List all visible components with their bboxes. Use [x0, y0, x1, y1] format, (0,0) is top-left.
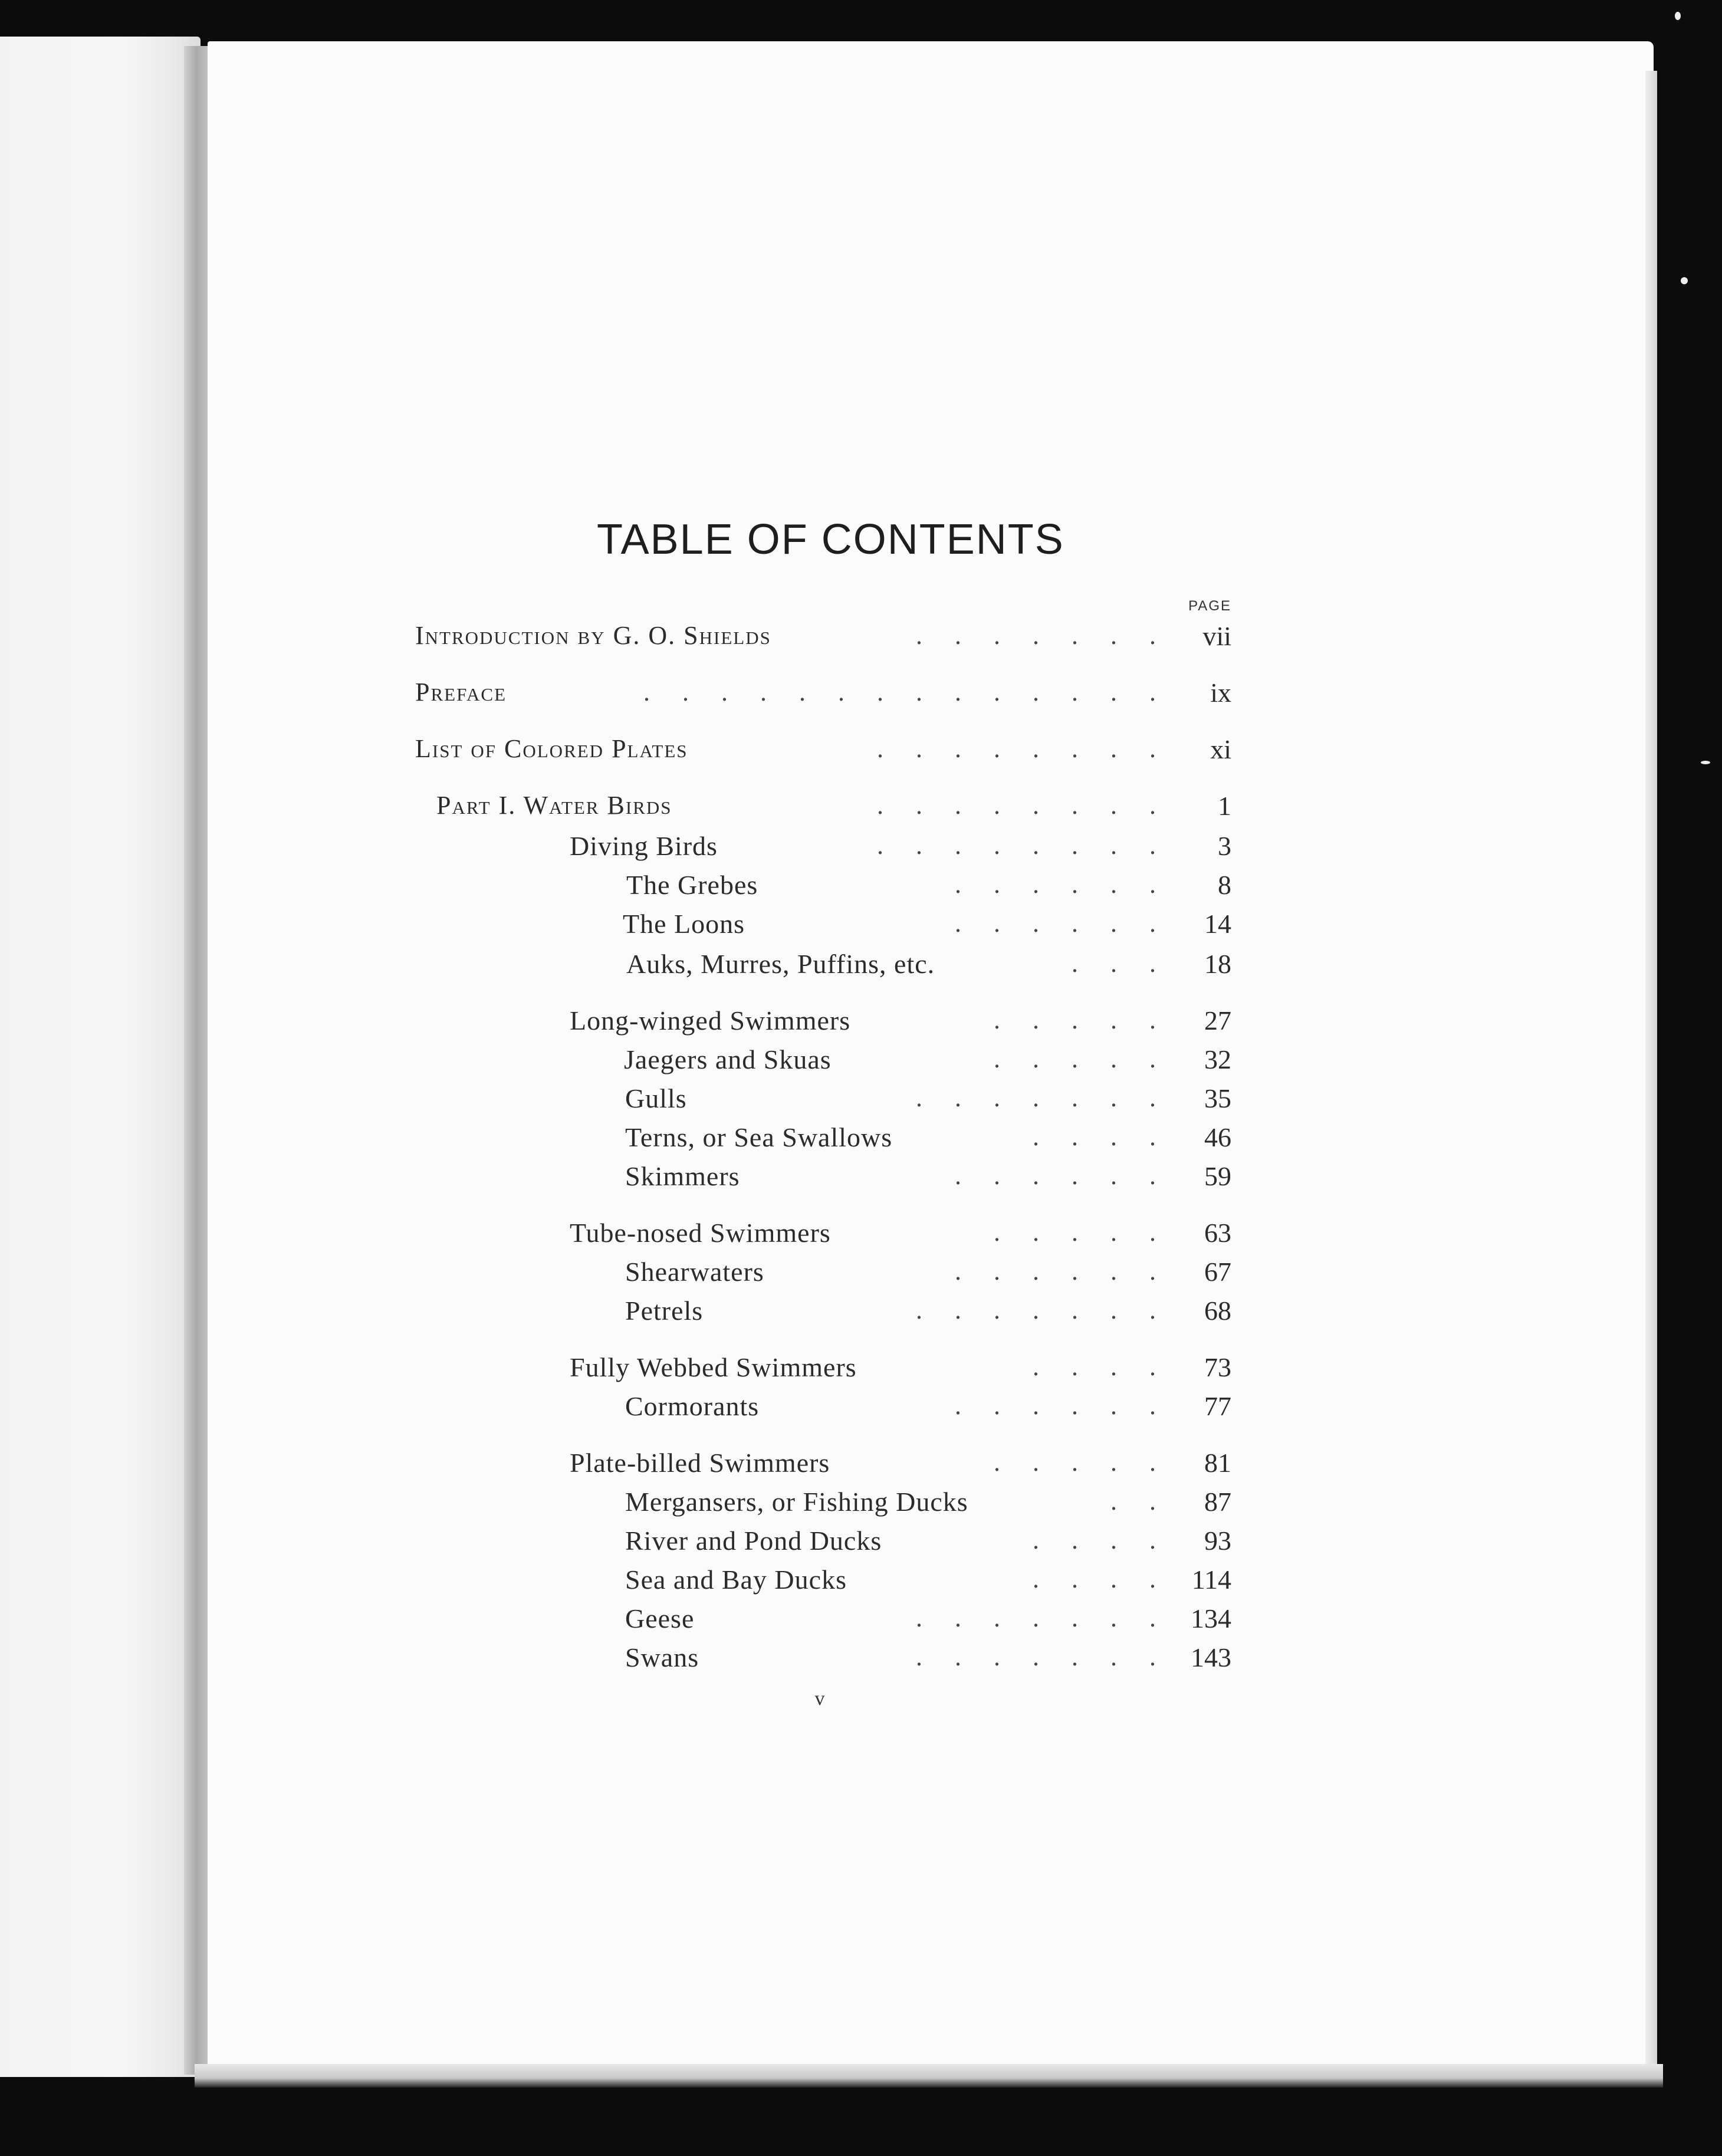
toc-entry-label: Swans [625, 1642, 699, 1672]
dot-leader: . . . . . . . [916, 1642, 1156, 1671]
toc-entry-label: Terns, or Sea Swallows [625, 1122, 893, 1152]
toc-entry-label: Skimmers [625, 1161, 740, 1191]
toc-entry [0, 1161, 1722, 1202]
toc-entry-page: 77 [1204, 1391, 1231, 1421]
toc-entry-page: 46 [1204, 1122, 1231, 1152]
toc-entry-page: xi [1210, 734, 1231, 764]
toc-entry-page: 67 [1204, 1257, 1231, 1287]
toc-entry-label: The Grebes [626, 870, 758, 900]
toc-entry [0, 1044, 1722, 1085]
toc-entry-page: 87 [1204, 1487, 1231, 1517]
toc-entry-page: 68 [1204, 1296, 1231, 1326]
dot-leader: . . . . . . [955, 1391, 1156, 1420]
toc-entry [0, 1525, 1722, 1566]
page-column-header: PAGE [1188, 598, 1231, 614]
toc-entry [0, 1447, 1722, 1488]
dot-leader: . . . . . . [955, 1161, 1156, 1190]
toc-entry [0, 1564, 1722, 1605]
toc-entry-page: 8 [1218, 870, 1231, 900]
dot-leader: . . [1110, 1487, 1156, 1516]
toc-entry [0, 620, 1722, 662]
page-folio: v [814, 1688, 825, 1710]
toc-entry-label: The Loons [623, 909, 745, 939]
dot-leader: . . . . . . . [916, 1296, 1156, 1325]
toc-entry-page: vii [1202, 621, 1231, 651]
toc-entry-page: 134 [1191, 1603, 1231, 1634]
toc-entry [0, 677, 1722, 718]
toc-entry-label: Sea and Bay Ducks [625, 1565, 847, 1595]
toc-entry [0, 1352, 1722, 1393]
dot-leader: . . . . . . . [916, 1083, 1156, 1112]
dot-leader: . . . . [1033, 1526, 1156, 1554]
toc-entry-page: 81 [1204, 1448, 1231, 1478]
toc-title: TABLE OF CONTENTS [597, 516, 1064, 563]
dot-leader: . . . . . . . . [877, 791, 1156, 820]
scan-speck [1675, 12, 1681, 20]
toc-entry-page: 32 [1204, 1044, 1231, 1074]
dot-leader: . . . . . . . . . . . . . . [643, 678, 1156, 706]
toc-entry [0, 1295, 1722, 1336]
dot-leader: . . . . [1033, 1565, 1156, 1593]
dot-leader: . . . . . [994, 1218, 1156, 1247]
toc-entry-page: ix [1210, 678, 1231, 708]
toc-entry [0, 869, 1722, 911]
page-bottom-edge [195, 2064, 1663, 2088]
toc-entry [0, 1083, 1722, 1124]
toc-entry [0, 1122, 1722, 1163]
toc-entry-label: Geese [625, 1603, 695, 1634]
toc-entry [0, 1005, 1722, 1046]
toc-entry [0, 1217, 1722, 1258]
dot-leader: . . . . . . [955, 1257, 1156, 1286]
dot-leader: . . . [1072, 949, 1156, 978]
toc-entry-label: Tube-nosed Swimmers [570, 1218, 831, 1248]
toc-entry [0, 908, 1722, 949]
toc-entry-page: 63 [1204, 1218, 1231, 1248]
scan-speck [1681, 277, 1688, 284]
toc-entry-label: Long-winged Swimmers [570, 1005, 851, 1036]
toc-entry [0, 948, 1722, 990]
dot-leader: . . . . [1033, 1122, 1156, 1151]
toc-entry-page: 143 [1191, 1642, 1231, 1672]
toc-entry-label: Introduction by G. O. Shields [415, 621, 771, 650]
toc-entry-label: Part I. Water Birds [436, 791, 672, 820]
dot-leader: . . . . . . . . [877, 831, 1156, 860]
dot-leader: . . . . . . [955, 870, 1156, 899]
toc-entry-label: Preface [415, 678, 507, 706]
toc-entry-label: Fully Webbed Swimmers [570, 1352, 857, 1382]
toc-entry-label: Jaegers and Skuas [624, 1044, 832, 1074]
dot-leader: . . . . . . [955, 909, 1156, 938]
toc-entry [0, 830, 1722, 872]
toc-entry-page: 59 [1204, 1161, 1231, 1191]
toc-entry-label: Diving Birds [570, 831, 718, 861]
toc-entry [0, 1603, 1722, 1644]
toc-entry-label: Auks, Murres, Puffins, etc. [626, 949, 935, 979]
toc-entry-label: Cormorants [625, 1391, 760, 1421]
toc-entry-label: Plate-billed Swimmers [570, 1448, 830, 1478]
dot-leader: . . . . . [994, 1005, 1156, 1034]
toc-entry-label: Mergansers, or Fishing Ducks [625, 1487, 968, 1517]
toc-entry-page: 73 [1204, 1352, 1231, 1382]
toc-entry-page: 14 [1204, 909, 1231, 939]
toc-entry-page: 1 [1218, 791, 1231, 821]
toc-entry [0, 1486, 1722, 1527]
toc-entry-page: 3 [1218, 831, 1231, 861]
toc-entry-label: Gulls [625, 1083, 687, 1113]
toc-entry-page: 114 [1191, 1565, 1231, 1595]
toc-entry-label: Shearwaters [625, 1257, 764, 1287]
toc-entry-page: 27 [1204, 1005, 1231, 1036]
dot-leader: . . . . . . . . [877, 734, 1156, 763]
dot-leader: . . . . [1033, 1352, 1156, 1381]
dot-leader: . . . . . . . [916, 621, 1156, 650]
dot-leader: . . . . . [994, 1044, 1156, 1073]
dot-leader: . . . . . . . [916, 1603, 1156, 1632]
toc-entry-page: 35 [1204, 1083, 1231, 1113]
toc-entry [0, 1642, 1722, 1683]
toc-entry-page: 18 [1204, 949, 1231, 979]
toc-entry [0, 1391, 1722, 1432]
toc-entry [0, 734, 1722, 775]
dot-leader: . . . . . [994, 1448, 1156, 1477]
toc-entry-label: River and Pond Ducks [625, 1526, 882, 1556]
toc-entry [0, 1256, 1722, 1297]
toc-entry-label: Petrels [625, 1296, 704, 1326]
toc-entry-page: 93 [1204, 1526, 1231, 1556]
toc-entry-label: List of Colored Plates [415, 734, 688, 763]
toc-entry [0, 790, 1722, 831]
